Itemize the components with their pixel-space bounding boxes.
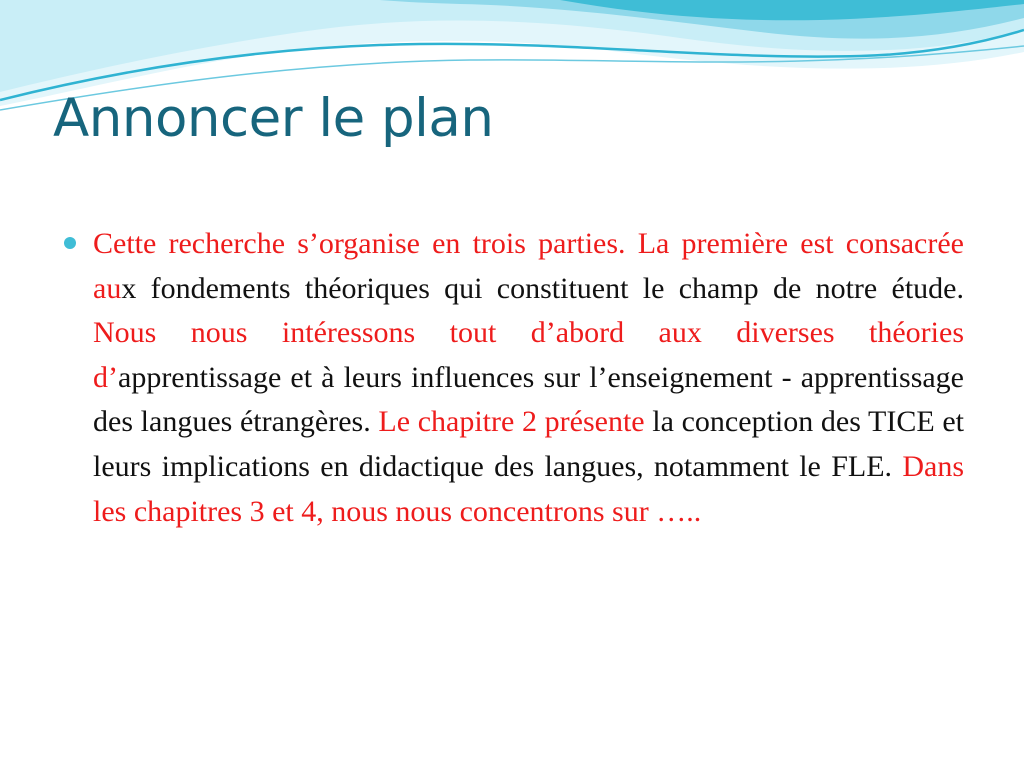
bullet-dot-icon xyxy=(64,237,76,249)
bullet-paragraph xyxy=(93,222,964,534)
paragraph-segment-intro: Cette recherche s’organise en trois parties. La première est consacrée au xyxy=(93,227,964,305)
paragraph-segment-tice: la conception des TICE et leurs implications en didactique des langues, notamment le FLE. xyxy=(93,405,964,483)
paragraph-segment-chapters-3-4: Dans les chapitres 3 et 4, nous nous concentrons sur ….. xyxy=(93,449,964,528)
slide-title: Annoncer le plan xyxy=(53,88,494,149)
paragraph-segment-theories: Nous nous intéressons tout d’abord aux diverses théories d’ xyxy=(93,316,964,394)
paragraph-segment-foundations: x fondements théoriques qui constituent le champ de notre étude. xyxy=(121,271,964,305)
paragraph-segment-chapter-2: Le chapitre 2 présente xyxy=(378,405,645,439)
paragraph-segment-learning: apprentissage et à leurs influences sur l’enseignement - apprentissage des langues étrangères. xyxy=(93,360,964,439)
